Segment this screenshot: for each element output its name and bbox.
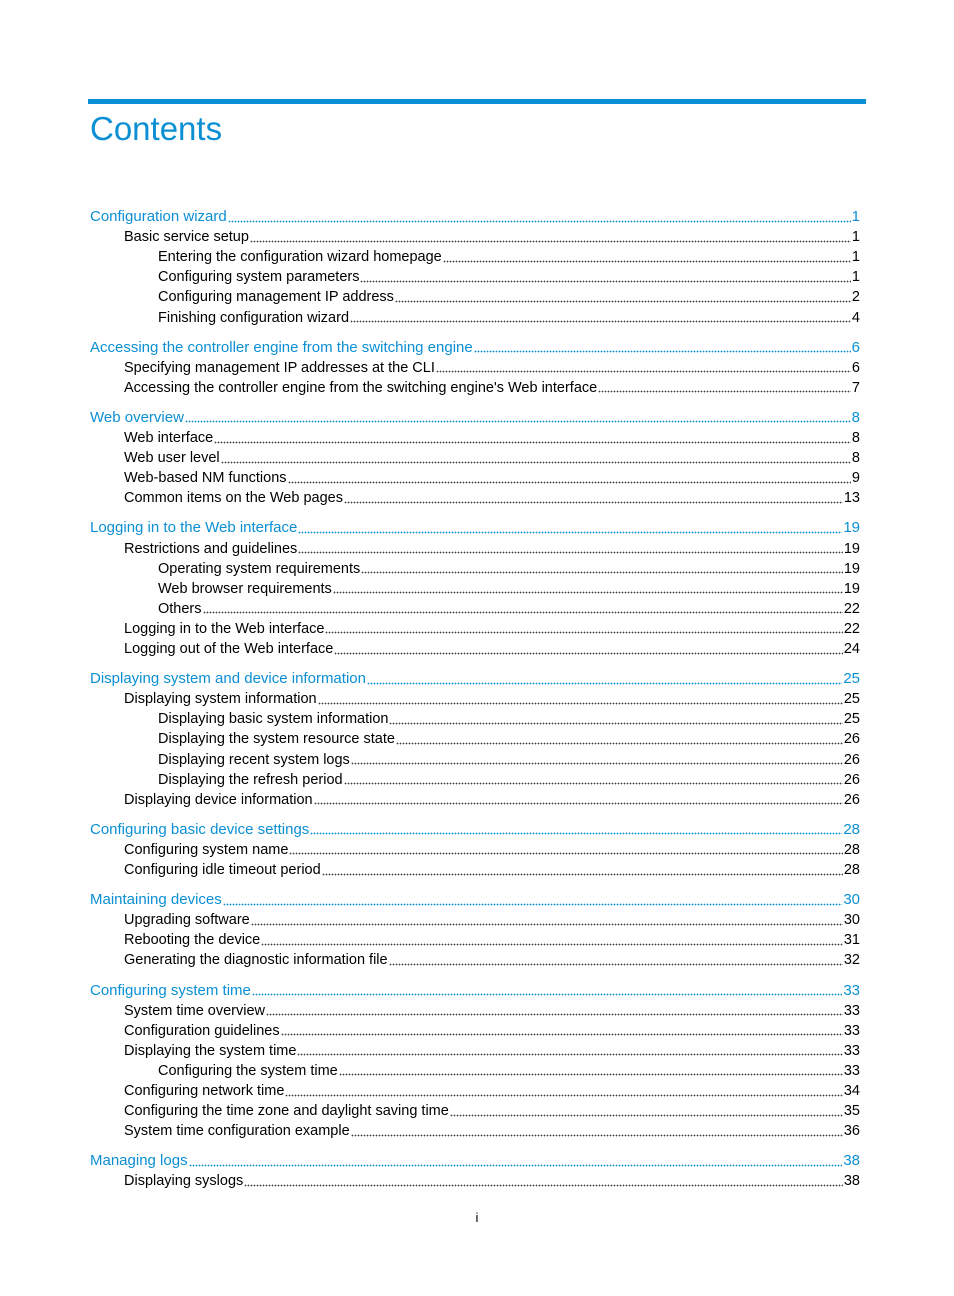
toc-section-link[interactable] [124,227,860,247]
toc-section-link[interactable] [124,539,860,559]
toc-entry-label: Configuring the system time [158,1062,338,1079]
toc-entry-label: Configuring system time [90,981,251,999]
toc-entry-label: Configuring system name [124,841,289,858]
toc-entry-page: 1 [851,249,860,266]
toc-entry-page: 25 [843,670,860,688]
dot-leader [344,782,843,786]
toc-entry-page: 36 [843,1123,860,1140]
toc-entry-label: Restrictions and guidelines [124,540,298,557]
toc-entry-page: 28 [843,841,860,858]
dot-leader [361,571,843,575]
toc-section-link[interactable] [158,287,860,307]
toc-entry-page: 34 [843,1083,860,1099]
toc-entry-page: 19 [843,519,860,537]
dot-leader [266,1013,843,1017]
toc-entry-page: 25 [843,711,860,728]
toc-entry-label: Web-based NM functions [124,470,287,487]
toc-entry-page: 35 [843,1103,860,1120]
toc-entry-page: 33 [843,1002,860,1019]
toc-section-link[interactable] [158,247,860,267]
toc-entry-page: 30 [843,891,860,909]
dot-leader [252,993,842,997]
toc-section-link[interactable] [124,1081,860,1101]
toc-section-link[interactable] [158,559,860,579]
page-title: Contents [90,110,223,147]
toc-entry-label: Displaying recent system logs [158,751,350,768]
toc-entry-label: Accessing the controller engine from the switching engine's Web interface [124,379,598,396]
toc-entry-page: 33 [843,981,860,999]
dot-leader [322,872,843,876]
dot-leader [474,350,851,354]
toc-entry-label: Logging out of the Web interface [124,641,334,657]
toc-section-link[interactable] [124,488,860,508]
dot-leader [395,299,851,303]
toc-entry-page: 4 [851,309,860,326]
toc-entry-label: Others [158,600,202,617]
toc-entry-label: Configuring system parameters [158,269,360,286]
toc-entry-label: Displaying system and device information [90,670,366,688]
dot-leader [288,480,851,484]
dot-leader [261,942,843,946]
toc-entry-page: 22 [843,600,860,617]
dot-leader [334,651,843,655]
dot-leader [339,1073,843,1077]
toc-section-link[interactable] [158,770,860,790]
toc-chapter-link[interactable] [90,981,860,1001]
toc-section-link[interactable] [124,639,860,659]
toc-section-link[interactable] [124,1101,860,1121]
toc-chapter-link[interactable] [90,207,860,227]
dot-leader [250,239,851,243]
toc-entry-page: 8 [851,408,860,426]
toc-entry-label: Basic service setup [124,229,249,246]
toc-entry-page: 19 [843,580,860,597]
toc-entry-page: 19 [843,560,860,577]
dot-leader [389,721,842,725]
toc-section-link[interactable] [124,1121,860,1141]
dot-leader [318,701,843,705]
toc-entry-page: 38 [843,1152,860,1170]
toc-section-link[interactable] [158,267,860,287]
toc-entry-page: 1 [851,208,860,225]
toc-entry-label: Configuring management IP address [158,289,394,306]
dot-leader [298,530,842,534]
toc-entry-label: Configuring the time zone and daylight saving time [124,1103,449,1120]
toc-entry-label: Web browser requirements [158,580,332,597]
toc-section-link[interactable] [124,1021,860,1041]
toc-section-link[interactable] [124,1171,860,1191]
toc-section-link[interactable] [124,910,860,930]
toc-section-link[interactable] [124,790,860,810]
toc-section-link[interactable] [158,579,860,599]
dot-leader [189,1163,843,1167]
toc-entry-label: Displaying system information [124,691,317,708]
dot-leader [228,219,851,223]
dot-leader [203,611,843,615]
toc-entry-label: Operating system requirements [158,560,361,577]
toc-section-link[interactable] [124,1041,860,1061]
toc-section-link[interactable] [124,619,860,639]
toc-section-link[interactable] [124,428,860,448]
toc-section-link[interactable] [124,860,860,880]
toc-entry-label: Finishing configuration wizard [158,309,350,326]
dot-leader [450,1113,843,1117]
dot-leader [297,1053,842,1057]
page-number: i [475,1210,479,1225]
dot-leader [367,681,842,685]
dot-leader [389,962,843,966]
toc-entry-page: 38 [843,1173,860,1190]
toc-entry-label: Configuring idle timeout period [124,862,321,878]
toc-entry-page: 33 [843,1022,860,1039]
toc-section-link[interactable] [124,930,860,950]
dot-leader [396,741,843,745]
dot-leader [350,320,851,324]
toc-entry-page: 6 [851,338,860,356]
toc-entry-page: 30 [843,912,860,929]
toc-section-link[interactable] [158,750,860,770]
dot-leader [281,1033,843,1037]
toc-entry-page: 7 [851,379,860,396]
toc-section-link[interactable] [124,840,860,860]
toc-chapter-link[interactable] [90,820,860,840]
toc-section-link[interactable] [124,358,860,378]
toc-entry-label: Accessing the controller engine from the switching engine [90,338,473,356]
toc-entry-label: Common items on the Web pages [124,490,343,507]
toc-entry-label: System time overview [124,1002,266,1019]
toc-entry-page: 9 [851,470,860,487]
toc-entry-page: 24 [843,641,860,657]
toc-section-link[interactable] [158,1061,860,1081]
toc-chapter-link[interactable] [90,408,860,428]
toc-entry-label: Specifying management IP addresses at the CLI [124,359,435,376]
dot-leader [351,1133,843,1137]
toc-entry-label: Managing logs [90,1152,188,1170]
dot-leader [185,420,851,424]
toc-chapter-link[interactable] [90,1151,860,1171]
toc-entry-page: 26 [843,751,860,768]
toc-section-link[interactable] [124,689,860,709]
toc-chapter-link[interactable] [90,890,860,910]
toc-entry-page: 26 [843,731,860,748]
toc-section-link[interactable] [158,729,860,749]
dot-leader [251,922,843,926]
toc-entry-page: 26 [843,771,860,788]
dot-leader [289,852,842,856]
dot-leader [214,440,851,444]
toc-section-link[interactable] [124,378,860,398]
toc-entry-label: Rebooting the device [124,932,261,949]
toc-entry-label: Entering the configuration wizard homepage [158,249,442,266]
dot-leader [310,832,842,836]
toc-entry-page: 13 [843,490,860,507]
toc-entry-page: 33 [843,1062,860,1079]
toc-chapter-link[interactable] [90,338,860,358]
toc-entry-page: 28 [843,820,860,838]
toc-section-link[interactable] [158,709,860,729]
toc-section-link[interactable] [158,599,860,619]
toc-section-link[interactable] [124,448,860,468]
toc-entry-label: Web interface [124,430,214,446]
dot-leader [244,1183,843,1187]
toc-section-link[interactable] [124,950,860,970]
toc-entry-page: 22 [843,620,860,637]
dot-leader [436,370,851,374]
toc-entry-label: Displaying the system resource state [158,731,395,748]
dot-leader [285,1093,842,1097]
toc-entry-page: 8 [851,430,860,446]
toc-entry-page: 31 [843,932,860,949]
toc-entry-page: 28 [843,862,860,878]
dot-leader [443,259,851,263]
toc-entry-label: Displaying syslogs [124,1173,244,1190]
dot-leader [314,802,843,806]
toc-entry-label: Logging in to the Web interface [124,620,325,637]
toc-entry-page: 26 [843,791,860,808]
toc-entry-label: Displaying the system time [124,1042,297,1059]
toc-entry-page: 32 [843,952,860,969]
toc-entry-page: 25 [843,691,860,708]
dot-leader [298,551,843,555]
toc-section-link[interactable] [124,1001,860,1021]
dot-leader [221,460,851,464]
toc-entry-label: System time configuration example [124,1123,350,1140]
toc-entry-label: Logging in to the Web interface [90,519,298,537]
toc-entry-label: Displaying device information [124,791,313,808]
dot-leader [351,762,843,766]
dot-leader [325,631,842,635]
toc-entry-label: Configuration guidelines [124,1022,280,1039]
toc-entry-page: 1 [851,229,860,246]
toc-chapter-link[interactable] [90,518,860,538]
toc-entry-label: Maintaining devices [90,891,222,909]
toc-entry-label: Displaying basic system information [158,711,389,728]
toc-entry-label: Upgrading software [124,912,250,929]
dot-leader [360,279,850,283]
toc-entry-page: 6 [851,359,860,376]
dot-leader [598,390,851,394]
toc-entry-label: Web overview [90,408,184,426]
toc-entry-label: Configuring basic device settings [90,820,310,838]
toc-entry-label: Configuring network time [124,1083,285,1099]
toc-section-link[interactable] [124,468,860,488]
toc-entry-page: 2 [851,289,860,306]
toc-section-link[interactable] [158,308,860,328]
dot-leader [333,591,843,595]
toc-entry-label: Displaying the refresh period [158,771,343,788]
dot-leader [344,500,843,504]
toc-entry-label: Configuration wizard [90,208,227,225]
toc-entry-label: Generating the diagnostic information file [124,952,388,969]
toc-entry-page: 1 [851,269,860,286]
toc-entry-page: 19 [843,540,860,557]
toc-chapter-link[interactable] [90,669,860,689]
toc-entry-page: 8 [851,450,860,467]
toc-entry-label: Web user level [124,450,220,467]
toc-entry-page: 33 [843,1042,860,1059]
dot-leader [223,902,843,906]
